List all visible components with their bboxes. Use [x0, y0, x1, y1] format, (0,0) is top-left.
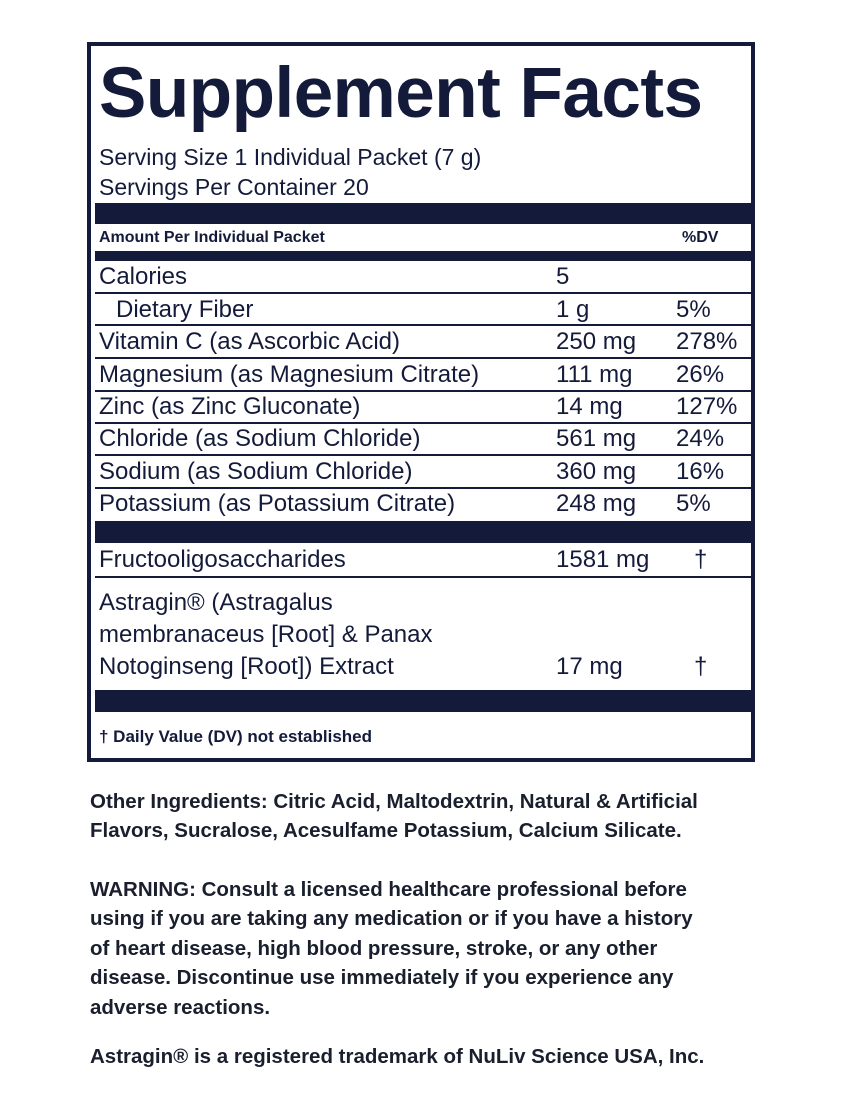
row-amount: 14 mg — [556, 393, 623, 420]
row-amount: 17 mg — [556, 653, 623, 680]
row-name: Sodium (as Sodium Chloride) — [99, 458, 413, 485]
row-name: Potassium (as Potassium Citrate) — [99, 490, 456, 517]
dv-header: %DV — [682, 229, 719, 246]
row-dv: † — [694, 653, 708, 680]
row-name: Dietary Fiber — [116, 296, 254, 323]
text-line: using if you are taking any medication or if you have a history — [90, 907, 693, 931]
row-name: Fructooligosaccharides — [99, 546, 346, 573]
row-name-line: Astragin® (Astragalus — [99, 589, 333, 616]
trademark-notice: Astragin® is a registered trademark of NuLiv Science USA, Inc. — [90, 1045, 705, 1068]
serving-size: Serving Size 1 Individual Packet (7 g) — [99, 144, 482, 170]
row-amount: 1 g — [556, 296, 590, 323]
row-dv: 278% — [676, 328, 738, 355]
row-amount: 5 — [556, 263, 570, 290]
thick-divider — [95, 521, 751, 543]
row-amount: 561 mg — [556, 425, 637, 452]
thick-divider — [95, 203, 751, 224]
row-divider — [95, 357, 751, 359]
row-dv: 16% — [676, 458, 725, 485]
text-line: WARNING: Consult a licensed healthcare professional before — [90, 878, 687, 901]
text-line: Flavors, Sucralose, Acesulfame Potassium, Calcium Silicate. — [90, 819, 682, 843]
row-amount: 111 mg — [556, 361, 633, 388]
row-name: Calories — [99, 263, 188, 290]
row-divider — [95, 292, 751, 294]
panel-title: Supplement Facts — [99, 54, 703, 133]
row-divider — [95, 454, 751, 456]
row-dv: 127% — [676, 393, 738, 420]
row-name: Magnesium (as Magnesium Citrate) — [99, 361, 480, 388]
warning-text — [90, 875, 780, 1022]
text-line: of heart disease, high blood pressure, stroke, or any other — [90, 936, 658, 960]
thick-divider — [95, 690, 751, 712]
row-name-line: Notoginseng [Root]) Extract — [99, 653, 394, 680]
row-amount: 248 mg — [556, 490, 637, 517]
row-name: Zinc (as Zinc Gluconate) — [99, 393, 361, 420]
row-name: Chloride (as Sodium Chloride) — [99, 425, 421, 452]
text-line: adverse reactions. — [90, 995, 271, 1019]
amount-per-label: Amount Per Individual Packet — [99, 229, 325, 246]
row-divider — [95, 324, 751, 326]
row-dv: 5% — [676, 490, 711, 517]
row-name-line: membranaceus [Root] & Panax — [99, 621, 433, 648]
medium-divider — [95, 251, 751, 261]
row-dv: 5% — [676, 296, 711, 323]
row-amount: 1581 mg — [556, 546, 650, 573]
row-dv: 24% — [676, 425, 725, 452]
row-divider — [95, 576, 751, 578]
text-line: disease. Discontinue use immediately if you experience any — [90, 966, 674, 990]
row-name: Vitamin C (as Ascorbic Acid) — [99, 328, 400, 355]
row-amount: 250 mg — [556, 328, 637, 355]
footnote: † Daily Value (DV) not established — [99, 727, 373, 746]
row-dv: † — [694, 546, 708, 573]
row-dv: 26% — [676, 361, 725, 388]
other-ingredients — [90, 787, 780, 846]
row-amount: 360 mg — [556, 458, 637, 485]
servings-per-container: Servings Per Container 20 — [99, 174, 369, 200]
text-line: Other Ingredients: Citric Acid, Maltodextrin, Natural & Artificial — [90, 790, 698, 813]
